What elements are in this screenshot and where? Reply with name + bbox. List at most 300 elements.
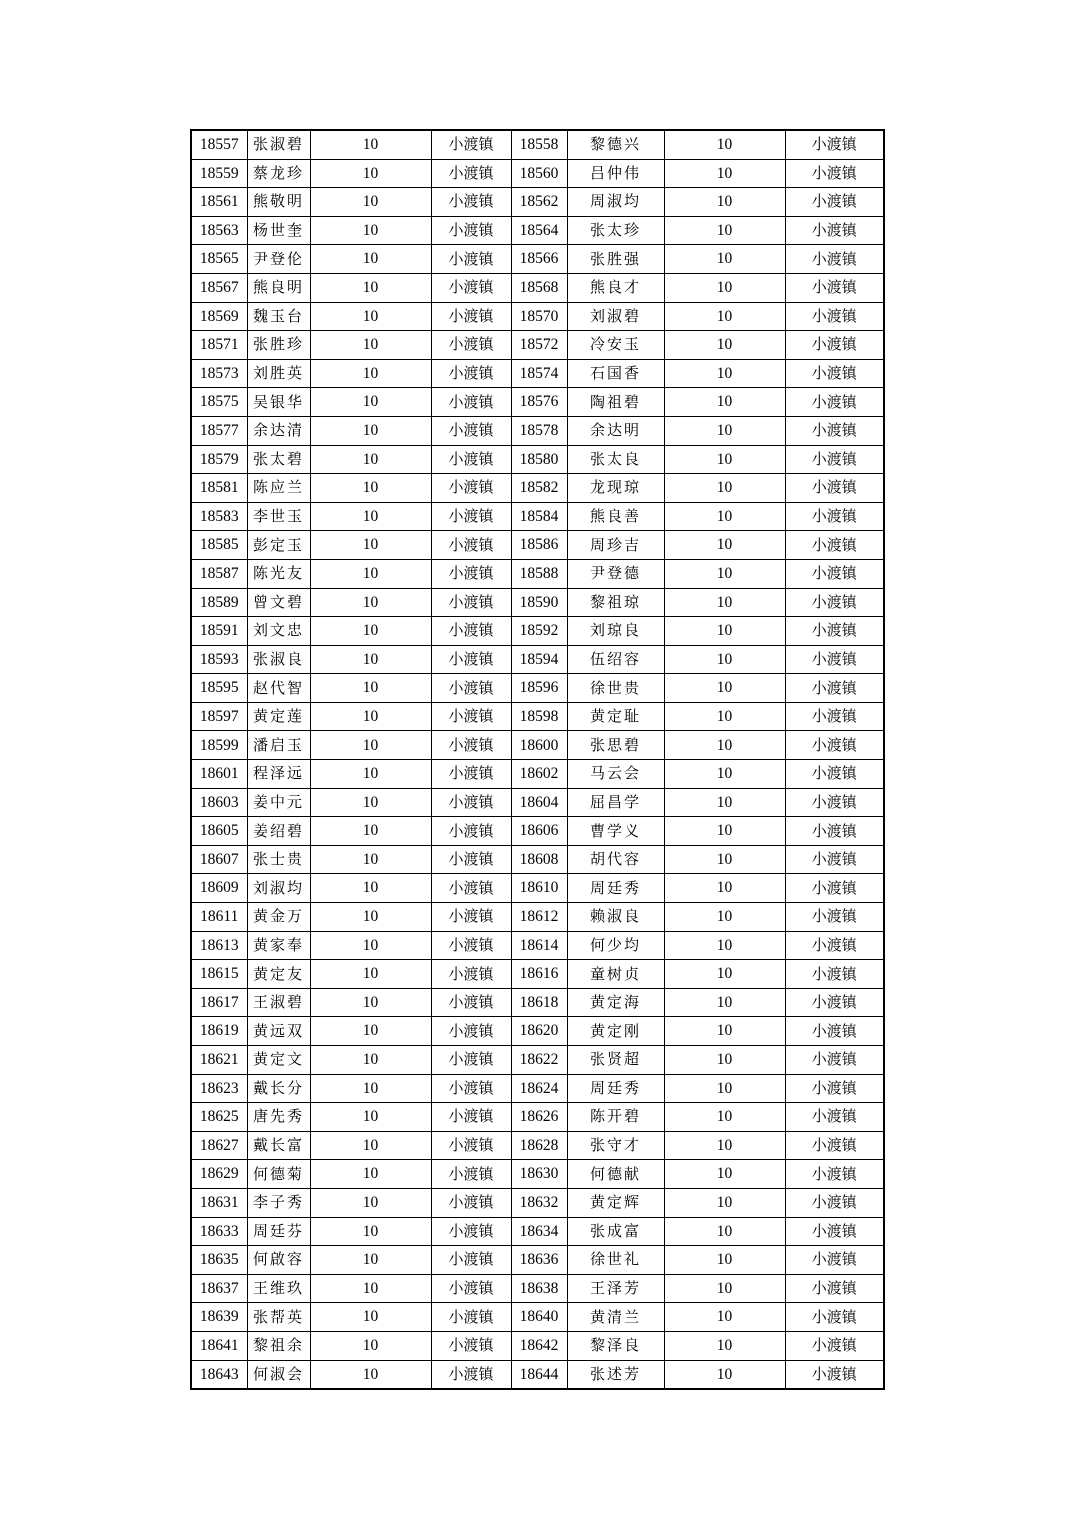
left-name-cell: 张帮英	[247, 1303, 310, 1332]
right-town-cell: 小渡镇	[785, 245, 884, 274]
right-amount-cell: 10	[664, 960, 785, 989]
table-row	[191, 273, 884, 302]
table-row	[191, 617, 884, 646]
right-name-cell: 陶祖碧	[567, 388, 664, 417]
right-amount-cell: 10	[664, 1131, 785, 1160]
table-row	[191, 331, 884, 360]
left-name-cell: 黄金万	[247, 903, 310, 932]
right-name-cell: 张胜强	[567, 245, 664, 274]
left-name-cell: 黄定莲	[247, 702, 310, 731]
table-row	[191, 302, 884, 331]
right-name-cell: 伍绍容	[567, 645, 664, 674]
table-row	[191, 1046, 884, 1075]
right-id-cell: 18590	[511, 588, 567, 617]
right-amount-cell: 10	[664, 1160, 785, 1189]
right-amount-cell: 10	[664, 388, 785, 417]
right-name-cell: 张思碧	[567, 731, 664, 760]
right-name-cell: 张述芳	[567, 1360, 664, 1389]
left-id-cell: 18581	[191, 474, 247, 503]
right-amount-cell: 10	[664, 359, 785, 388]
right-town-cell: 小渡镇	[785, 159, 884, 188]
right-id-cell: 18622	[511, 1046, 567, 1075]
right-name-cell: 马云会	[567, 760, 664, 789]
left-name-cell: 黄定文	[247, 1046, 310, 1075]
left-amount-cell: 10	[310, 674, 431, 703]
left-id-cell: 18613	[191, 931, 247, 960]
left-town-cell: 小渡镇	[431, 388, 511, 417]
left-id-cell: 18589	[191, 588, 247, 617]
table-row	[191, 1188, 884, 1217]
left-name-cell: 陈应兰	[247, 474, 310, 503]
right-id-cell: 18608	[511, 845, 567, 874]
table-row	[191, 474, 884, 503]
right-name-cell: 张贤超	[567, 1046, 664, 1075]
left-town-cell: 小渡镇	[431, 1103, 511, 1132]
left-town-cell: 小渡镇	[431, 817, 511, 846]
left-town-cell: 小渡镇	[431, 1017, 511, 1046]
right-town-cell: 小渡镇	[785, 1303, 884, 1332]
left-town-cell: 小渡镇	[431, 188, 511, 217]
left-amount-cell: 10	[310, 1274, 431, 1303]
right-name-cell: 石国香	[567, 359, 664, 388]
table-row	[191, 760, 884, 789]
left-town-cell: 小渡镇	[431, 617, 511, 646]
right-id-cell: 18582	[511, 474, 567, 503]
right-name-cell: 黎德兴	[567, 130, 664, 159]
left-amount-cell: 10	[310, 216, 431, 245]
left-amount-cell: 10	[310, 559, 431, 588]
right-id-cell: 18604	[511, 788, 567, 817]
left-id-cell: 18563	[191, 216, 247, 245]
left-amount-cell: 10	[310, 531, 431, 560]
left-town-cell: 小渡镇	[431, 416, 511, 445]
right-town-cell: 小渡镇	[785, 617, 884, 646]
right-id-cell: 18578	[511, 416, 567, 445]
right-id-cell: 18606	[511, 817, 567, 846]
left-id-cell: 18597	[191, 702, 247, 731]
left-amount-cell: 10	[310, 302, 431, 331]
right-id-cell: 18566	[511, 245, 567, 274]
left-name-cell: 吴银华	[247, 388, 310, 417]
table-row	[191, 1274, 884, 1303]
table-row	[191, 1074, 884, 1103]
left-id-cell: 18585	[191, 531, 247, 560]
right-name-cell: 周廷秀	[567, 874, 664, 903]
right-amount-cell: 10	[664, 731, 785, 760]
right-name-cell: 黄定辉	[567, 1188, 664, 1217]
left-id-cell: 18575	[191, 388, 247, 417]
left-id-cell: 18577	[191, 416, 247, 445]
right-town-cell: 小渡镇	[785, 702, 884, 731]
left-id-cell: 18641	[191, 1331, 247, 1360]
left-town-cell: 小渡镇	[431, 1074, 511, 1103]
left-name-cell: 黄远双	[247, 1017, 310, 1046]
table-row	[191, 416, 884, 445]
left-town-cell: 小渡镇	[431, 1188, 511, 1217]
left-town-cell: 小渡镇	[431, 130, 511, 159]
left-name-cell: 刘文忠	[247, 617, 310, 646]
table-row	[191, 559, 884, 588]
right-amount-cell: 10	[664, 702, 785, 731]
right-town-cell: 小渡镇	[785, 1331, 884, 1360]
right-town-cell: 小渡镇	[785, 988, 884, 1017]
right-id-cell: 18600	[511, 731, 567, 760]
table-row	[191, 817, 884, 846]
left-amount-cell: 10	[310, 445, 431, 474]
right-town-cell: 小渡镇	[785, 130, 884, 159]
right-town-cell: 小渡镇	[785, 674, 884, 703]
left-amount-cell: 10	[310, 1046, 431, 1075]
right-amount-cell: 10	[664, 1331, 785, 1360]
table-row	[191, 188, 884, 217]
left-amount-cell: 10	[310, 645, 431, 674]
left-town-cell: 小渡镇	[431, 216, 511, 245]
left-name-cell: 张胜珍	[247, 331, 310, 360]
left-id-cell: 18635	[191, 1246, 247, 1275]
left-amount-cell: 10	[310, 731, 431, 760]
table-row	[191, 988, 884, 1017]
left-amount-cell: 10	[310, 1074, 431, 1103]
right-id-cell: 18560	[511, 159, 567, 188]
table-row	[191, 702, 884, 731]
right-town-cell: 小渡镇	[785, 1103, 884, 1132]
right-amount-cell: 10	[664, 760, 785, 789]
left-id-cell: 18639	[191, 1303, 247, 1332]
left-amount-cell: 10	[310, 874, 431, 903]
right-name-cell: 刘淑碧	[567, 302, 664, 331]
right-town-cell: 小渡镇	[785, 788, 884, 817]
right-amount-cell: 10	[664, 302, 785, 331]
left-town-cell: 小渡镇	[431, 531, 511, 560]
left-amount-cell: 10	[310, 788, 431, 817]
table-row	[191, 359, 884, 388]
left-town-cell: 小渡镇	[431, 1274, 511, 1303]
right-amount-cell: 10	[664, 931, 785, 960]
right-amount-cell: 10	[664, 903, 785, 932]
right-amount-cell: 10	[664, 1360, 785, 1389]
roster-table	[190, 129, 885, 1390]
left-id-cell: 18609	[191, 874, 247, 903]
table-row	[191, 874, 884, 903]
table-row	[191, 1103, 884, 1132]
left-id-cell: 18627	[191, 1131, 247, 1160]
left-amount-cell: 10	[310, 903, 431, 932]
right-name-cell: 徐世礼	[567, 1246, 664, 1275]
left-town-cell: 小渡镇	[431, 1360, 511, 1389]
right-town-cell: 小渡镇	[785, 903, 884, 932]
right-town-cell: 小渡镇	[785, 216, 884, 245]
right-amount-cell: 10	[664, 1188, 785, 1217]
right-amount-cell: 10	[664, 216, 785, 245]
left-town-cell: 小渡镇	[431, 502, 511, 531]
right-name-cell: 黎祖琼	[567, 588, 664, 617]
left-name-cell: 张太碧	[247, 445, 310, 474]
left-amount-cell: 10	[310, 960, 431, 989]
right-name-cell: 熊良善	[567, 502, 664, 531]
right-name-cell: 吕仲伟	[567, 159, 664, 188]
left-amount-cell: 10	[310, 388, 431, 417]
table-row	[191, 588, 884, 617]
left-id-cell: 18623	[191, 1074, 247, 1103]
left-town-cell: 小渡镇	[431, 731, 511, 760]
left-name-cell: 蔡龙珍	[247, 159, 310, 188]
left-town-cell: 小渡镇	[431, 674, 511, 703]
left-town-cell: 小渡镇	[431, 874, 511, 903]
right-name-cell: 周淑均	[567, 188, 664, 217]
right-id-cell: 18620	[511, 1017, 567, 1046]
left-name-cell: 李子秀	[247, 1188, 310, 1217]
left-id-cell: 18619	[191, 1017, 247, 1046]
right-name-cell: 周廷秀	[567, 1074, 664, 1103]
left-town-cell: 小渡镇	[431, 903, 511, 932]
right-amount-cell: 10	[664, 531, 785, 560]
left-id-cell: 18611	[191, 903, 247, 932]
left-town-cell: 小渡镇	[431, 245, 511, 274]
right-town-cell: 小渡镇	[785, 188, 884, 217]
right-amount-cell: 10	[664, 130, 785, 159]
right-amount-cell: 10	[664, 445, 785, 474]
left-town-cell: 小渡镇	[431, 1046, 511, 1075]
left-id-cell: 18591	[191, 617, 247, 646]
left-name-cell: 张士贵	[247, 845, 310, 874]
left-amount-cell: 10	[310, 1103, 431, 1132]
right-id-cell: 18568	[511, 273, 567, 302]
right-name-cell: 黄清兰	[567, 1303, 664, 1332]
right-name-cell: 张太珍	[567, 216, 664, 245]
right-name-cell: 龙现琼	[567, 474, 664, 503]
left-amount-cell: 10	[310, 359, 431, 388]
right-id-cell: 18642	[511, 1331, 567, 1360]
left-name-cell: 王维玖	[247, 1274, 310, 1303]
right-amount-cell: 10	[664, 1074, 785, 1103]
right-town-cell: 小渡镇	[785, 331, 884, 360]
right-id-cell: 18610	[511, 874, 567, 903]
right-id-cell: 18630	[511, 1160, 567, 1189]
right-name-cell: 黄定耻	[567, 702, 664, 731]
right-id-cell: 18564	[511, 216, 567, 245]
left-town-cell: 小渡镇	[431, 302, 511, 331]
right-town-cell: 小渡镇	[785, 731, 884, 760]
right-name-cell: 徐世贵	[567, 674, 664, 703]
right-town-cell: 小渡镇	[785, 445, 884, 474]
left-name-cell: 程泽远	[247, 760, 310, 789]
left-id-cell: 18557	[191, 130, 247, 159]
table-row	[191, 1160, 884, 1189]
left-id-cell: 18629	[191, 1160, 247, 1189]
table-row	[191, 531, 884, 560]
left-id-cell: 18617	[191, 988, 247, 1017]
left-id-cell: 18559	[191, 159, 247, 188]
right-town-cell: 小渡镇	[785, 1360, 884, 1389]
left-name-cell: 彭定玉	[247, 531, 310, 560]
left-name-cell: 戴长富	[247, 1131, 310, 1160]
left-town-cell: 小渡镇	[431, 645, 511, 674]
right-amount-cell: 10	[664, 159, 785, 188]
right-amount-cell: 10	[664, 617, 785, 646]
right-name-cell: 冷安玉	[567, 331, 664, 360]
table-row	[191, 645, 884, 674]
right-id-cell: 18614	[511, 931, 567, 960]
right-amount-cell: 10	[664, 331, 785, 360]
right-town-cell: 小渡镇	[785, 416, 884, 445]
table-row	[191, 1131, 884, 1160]
left-town-cell: 小渡镇	[431, 1246, 511, 1275]
right-amount-cell: 10	[664, 1274, 785, 1303]
right-amount-cell: 10	[664, 245, 785, 274]
left-amount-cell: 10	[310, 245, 431, 274]
left-id-cell: 18599	[191, 731, 247, 760]
left-name-cell: 姜绍碧	[247, 817, 310, 846]
right-town-cell: 小渡镇	[785, 474, 884, 503]
right-amount-cell: 10	[664, 845, 785, 874]
right-id-cell: 18634	[511, 1217, 567, 1246]
right-id-cell: 18580	[511, 445, 567, 474]
left-id-cell: 18561	[191, 188, 247, 217]
right-amount-cell: 10	[664, 588, 785, 617]
right-town-cell: 小渡镇	[785, 588, 884, 617]
left-name-cell: 余达清	[247, 416, 310, 445]
left-name-cell: 赵代智	[247, 674, 310, 703]
left-amount-cell: 10	[310, 617, 431, 646]
roster-table-body	[191, 130, 884, 1389]
left-id-cell: 18631	[191, 1188, 247, 1217]
right-town-cell: 小渡镇	[785, 388, 884, 417]
right-amount-cell: 10	[664, 502, 785, 531]
right-id-cell: 18586	[511, 531, 567, 560]
left-name-cell: 熊敬明	[247, 188, 310, 217]
right-town-cell: 小渡镇	[785, 302, 884, 331]
left-id-cell: 18607	[191, 845, 247, 874]
left-id-cell: 18573	[191, 359, 247, 388]
right-town-cell: 小渡镇	[785, 531, 884, 560]
left-id-cell: 18637	[191, 1274, 247, 1303]
left-name-cell: 姜中元	[247, 788, 310, 817]
right-id-cell: 18626	[511, 1103, 567, 1132]
right-amount-cell: 10	[664, 188, 785, 217]
right-name-cell: 陈开碧	[567, 1103, 664, 1132]
table-row	[191, 216, 884, 245]
table-row	[191, 931, 884, 960]
table-row	[191, 674, 884, 703]
right-amount-cell: 10	[664, 1303, 785, 1332]
left-town-cell: 小渡镇	[431, 1331, 511, 1360]
right-town-cell: 小渡镇	[785, 559, 884, 588]
right-amount-cell: 10	[664, 1017, 785, 1046]
right-name-cell: 赖淑良	[567, 903, 664, 932]
left-town-cell: 小渡镇	[431, 474, 511, 503]
right-town-cell: 小渡镇	[785, 273, 884, 302]
left-amount-cell: 10	[310, 1131, 431, 1160]
right-id-cell: 18562	[511, 188, 567, 217]
right-id-cell: 18602	[511, 760, 567, 789]
left-town-cell: 小渡镇	[431, 1217, 511, 1246]
left-amount-cell: 10	[310, 817, 431, 846]
table-row	[191, 502, 884, 531]
right-town-cell: 小渡镇	[785, 1160, 884, 1189]
right-name-cell: 黄定海	[567, 988, 664, 1017]
table-row	[191, 960, 884, 989]
table-row	[191, 159, 884, 188]
right-town-cell: 小渡镇	[785, 1217, 884, 1246]
right-amount-cell: 10	[664, 1217, 785, 1246]
left-amount-cell: 10	[310, 1331, 431, 1360]
right-town-cell: 小渡镇	[785, 760, 884, 789]
right-name-cell: 何少均	[567, 931, 664, 960]
right-town-cell: 小渡镇	[785, 1188, 884, 1217]
left-amount-cell: 10	[310, 845, 431, 874]
left-amount-cell: 10	[310, 1017, 431, 1046]
right-id-cell: 18574	[511, 359, 567, 388]
left-town-cell: 小渡镇	[431, 988, 511, 1017]
table-row	[191, 788, 884, 817]
right-town-cell: 小渡镇	[785, 1274, 884, 1303]
left-name-cell: 唐先秀	[247, 1103, 310, 1132]
left-amount-cell: 10	[310, 1246, 431, 1275]
left-amount-cell: 10	[310, 1160, 431, 1189]
table-row	[191, 1331, 884, 1360]
table-row	[191, 1017, 884, 1046]
left-town-cell: 小渡镇	[431, 359, 511, 388]
right-town-cell: 小渡镇	[785, 645, 884, 674]
right-id-cell: 18628	[511, 1131, 567, 1160]
left-town-cell: 小渡镇	[431, 559, 511, 588]
left-id-cell: 18603	[191, 788, 247, 817]
left-town-cell: 小渡镇	[431, 702, 511, 731]
right-id-cell: 18592	[511, 617, 567, 646]
left-amount-cell: 10	[310, 273, 431, 302]
right-id-cell: 18584	[511, 502, 567, 531]
right-id-cell: 18618	[511, 988, 567, 1017]
right-id-cell: 18632	[511, 1188, 567, 1217]
left-town-cell: 小渡镇	[431, 445, 511, 474]
left-name-cell: 潘启玉	[247, 731, 310, 760]
left-name-cell: 李世玉	[247, 502, 310, 531]
right-amount-cell: 10	[664, 674, 785, 703]
left-name-cell: 周廷芬	[247, 1217, 310, 1246]
right-town-cell: 小渡镇	[785, 845, 884, 874]
left-amount-cell: 10	[310, 130, 431, 159]
left-amount-cell: 10	[310, 931, 431, 960]
right-name-cell: 王泽芳	[567, 1274, 664, 1303]
left-town-cell: 小渡镇	[431, 273, 511, 302]
left-id-cell: 18625	[191, 1103, 247, 1132]
right-id-cell: 18612	[511, 903, 567, 932]
left-town-cell: 小渡镇	[431, 588, 511, 617]
left-amount-cell: 10	[310, 188, 431, 217]
right-town-cell: 小渡镇	[785, 502, 884, 531]
left-name-cell: 黎祖余	[247, 1331, 310, 1360]
right-town-cell: 小渡镇	[785, 1046, 884, 1075]
left-amount-cell: 10	[310, 502, 431, 531]
left-town-cell: 小渡镇	[431, 1303, 511, 1332]
right-amount-cell: 10	[664, 788, 785, 817]
left-town-cell: 小渡镇	[431, 960, 511, 989]
right-id-cell: 18616	[511, 960, 567, 989]
left-amount-cell: 10	[310, 474, 431, 503]
left-name-cell: 刘胜英	[247, 359, 310, 388]
table-row	[191, 130, 884, 159]
left-town-cell: 小渡镇	[431, 1160, 511, 1189]
left-id-cell: 18567	[191, 273, 247, 302]
right-town-cell: 小渡镇	[785, 874, 884, 903]
left-amount-cell: 10	[310, 416, 431, 445]
right-name-cell: 童树贞	[567, 960, 664, 989]
right-town-cell: 小渡镇	[785, 817, 884, 846]
left-id-cell: 18583	[191, 502, 247, 531]
right-id-cell: 18576	[511, 388, 567, 417]
right-town-cell: 小渡镇	[785, 359, 884, 388]
left-name-cell: 魏玉台	[247, 302, 310, 331]
